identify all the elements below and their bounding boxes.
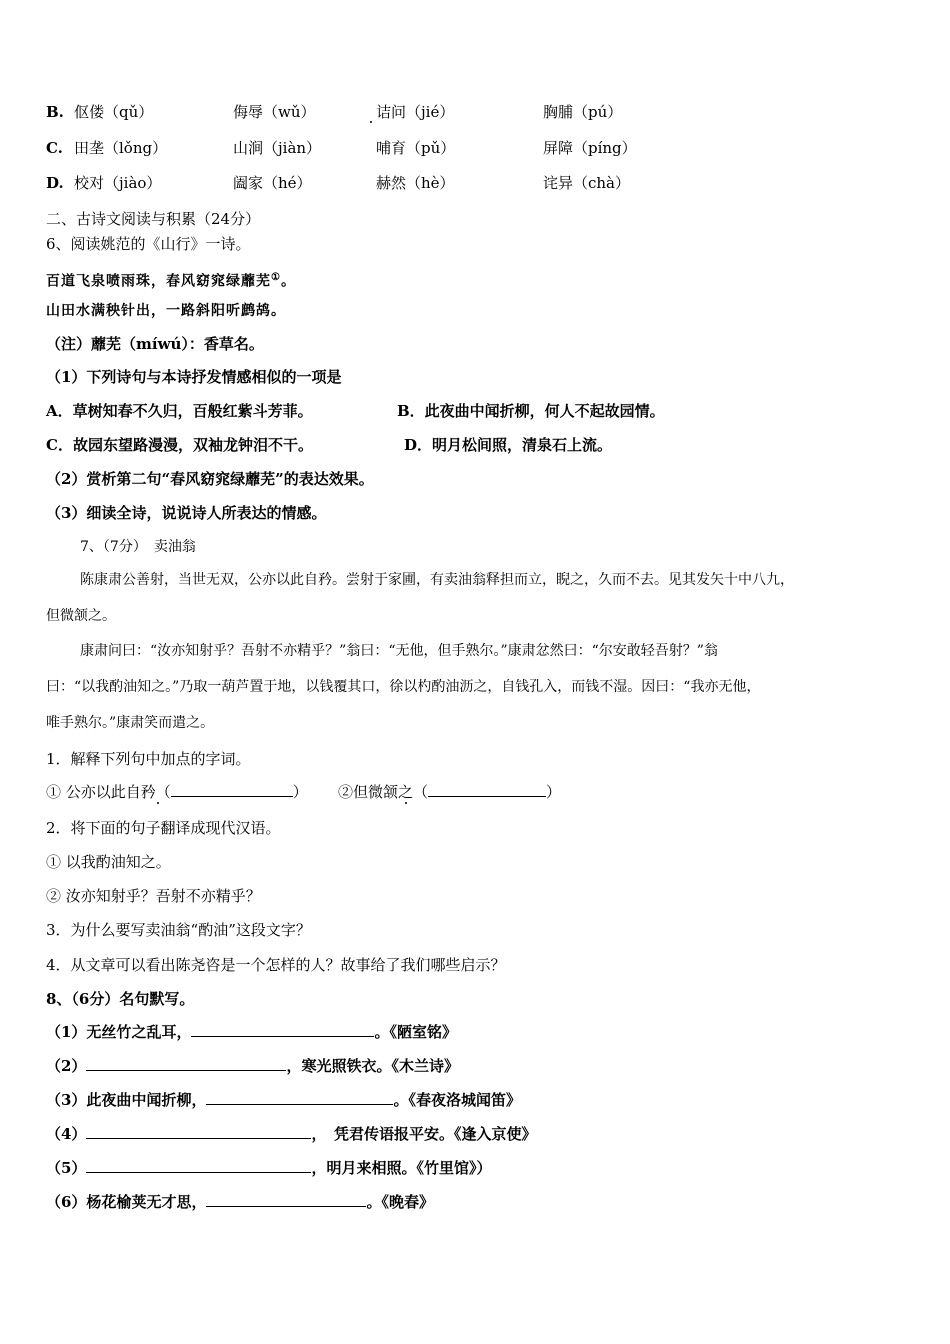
poem-line-1-text: 百道飞泉喷雨珠，春风窈窕绿蘼芜 — [46, 273, 271, 290]
paren-close: ） — [292, 783, 308, 801]
q6-option-b: B．此夜曲中闻折柳，何人不起故园情。 — [397, 402, 665, 420]
emphasis-dot — [405, 802, 407, 804]
recitation-line-3 — [46, 1090, 521, 1110]
answer-blank[interactable] — [86, 1056, 286, 1071]
option-word: 胸脯（pú） — [543, 103, 623, 121]
option-word: 阖家（hé） — [233, 174, 312, 192]
poem-line-1 — [46, 268, 296, 292]
passage-line: 唯手熟尔。”康肃笑而遣之。 — [46, 715, 215, 731]
passage-line: 陈康肃公善射，当世无双，公亦以此自矜。尝射于家圃，有卖油翁释担而立，睨之，久而不去。见其发矢十中八九， — [80, 572, 794, 588]
option-word: 诘问（jié） — [376, 103, 455, 121]
q7-question-3: 3．为什么要写卖油翁“酌油”这段文字？ — [46, 921, 311, 939]
q7-question-1: 1．解释下列句中加点的字词。 — [46, 750, 251, 768]
recitation-prefix: （5） — [46, 1159, 87, 1177]
q6-option-d: D．明月松间照，清泉石上流。 — [404, 436, 613, 454]
option-word: 山涧（jiàn） — [233, 139, 322, 157]
option-word: 校对（jiào） — [74, 174, 162, 192]
answer-blank[interactable] — [191, 1022, 374, 1037]
recitation-suffix: 。《晚春》 — [366, 1193, 434, 1211]
recitation-prefix: （6）杨花榆荚无才思， — [46, 1193, 207, 1211]
recitation-prefix: （1）无丝竹之乱耳， — [46, 1023, 192, 1041]
answer-blank[interactable] — [171, 782, 293, 797]
q8-title: 8、（6分）名句默写。 — [46, 990, 195, 1008]
q6-sub2: （2）赏析第二句“春风窈窕绿蘼芜”的表达效果。 — [46, 470, 374, 488]
option-word: 田垄（lǒng） — [74, 139, 168, 157]
recitation-line-1 — [46, 1022, 457, 1042]
option-word: 伛偻（qǔ） — [74, 103, 154, 121]
poem-note: （注）蘼芜（míwú）：香草名。 — [46, 335, 264, 353]
q7-question-1b — [338, 782, 561, 802]
option-letter: B. — [46, 103, 64, 121]
q7-question-4: 4．从文章可以看出陈尧咨是一个怎样的人？故事给了我们哪些启示？ — [46, 956, 506, 974]
option-word: 哺育（pǔ） — [376, 139, 456, 157]
recitation-line-2 — [46, 1056, 459, 1076]
recitation-suffix: 。《陋室铭》 — [374, 1023, 457, 1041]
q6-sub1: （1）下列诗句与本诗抒发情感相似的一项是 — [46, 368, 342, 386]
recitation-line-6 — [46, 1192, 434, 1212]
recitation-prefix: （2） — [46, 1057, 87, 1075]
recitation-suffix: ， 凭君传语报平安。《逢入京使》 — [311, 1125, 537, 1143]
q6-sub3: （3）细读全诗，说说诗人所表达的情感。 — [46, 504, 327, 522]
q7-question-1a — [46, 782, 308, 802]
answer-blank[interactable] — [86, 1124, 311, 1139]
q6-option-c: C．故园东望路漫漫，双袖龙钟泪不干。 — [46, 436, 313, 454]
q7-question-1a-text: ① 公亦以此自矜（ — [46, 783, 171, 801]
emphasis-dot — [157, 802, 159, 804]
answer-blank[interactable] — [206, 1090, 393, 1105]
q7-question-1b-text: ②但微颔之（ — [338, 783, 429, 801]
q7-header: 7、（7分） 卖油翁 — [80, 539, 196, 555]
passage-line: 曰：“以我酌油知之。”乃取一葫芦置于地，以钱覆其口，徐以杓酌油沥之，自钱孔入，而钱不湿。因曰：“我亦无他， — [46, 679, 761, 695]
recitation-suffix: ，寒光照铁衣。《木兰诗》 — [286, 1057, 459, 1075]
recitation-prefix: （4） — [46, 1125, 87, 1143]
recitation-line-4 — [46, 1124, 536, 1144]
q6-title: 6、阅读姚范的《山行》一诗。 — [46, 235, 251, 253]
q7-question-2a: ① 以我酌油知之。 — [46, 853, 171, 871]
paren-close: ） — [546, 783, 562, 801]
poem-line-1-end: 。 — [280, 273, 296, 290]
passage-line: 但微颔之。 — [46, 608, 116, 624]
option-letter: D. — [46, 174, 64, 192]
answer-blank[interactable] — [206, 1192, 366, 1207]
answer-blank[interactable] — [86, 1158, 311, 1173]
recitation-suffix: 。《春夜洛城闻笛》 — [393, 1091, 521, 1109]
passage-line: 康肃问曰：“汝亦知射乎？吾射不亦精乎？”翁曰：“无他，但手熟尔。”康肃忿然曰：“尔安敢轻吾射？”翁 — [80, 643, 718, 659]
recitation-suffix: ，明月来相照。《竹里馆》） — [311, 1159, 492, 1177]
poem-line-2: 山田水满秧针出，一路斜阳听鹧鸪。 — [46, 303, 286, 319]
footnote-mark: ① — [271, 272, 281, 283]
option-letter: C. — [46, 139, 63, 157]
recitation-line-5 — [46, 1158, 491, 1178]
q6-option-a: A．草树知春不久归，百般红紫斗芳菲。 — [46, 402, 313, 420]
section-heading: 二、古诗文阅读与积累（24分） — [46, 210, 261, 228]
option-word: 侮辱（wǔ） — [233, 103, 316, 121]
q7-question-2b: ② 汝亦知射乎？吾射不亦精乎？ — [46, 887, 261, 905]
option-word: 赫然（hè） — [376, 174, 455, 192]
stray-dot — [370, 121, 372, 123]
option-word: 屏障（píng） — [543, 139, 637, 157]
q7-question-2: 2．将下面的句子翻译成现代汉语。 — [46, 819, 281, 837]
recitation-prefix: （3）此夜曲中闻折柳， — [46, 1091, 207, 1109]
answer-blank[interactable] — [428, 782, 546, 797]
option-word: 诧异（chà） — [543, 174, 631, 192]
